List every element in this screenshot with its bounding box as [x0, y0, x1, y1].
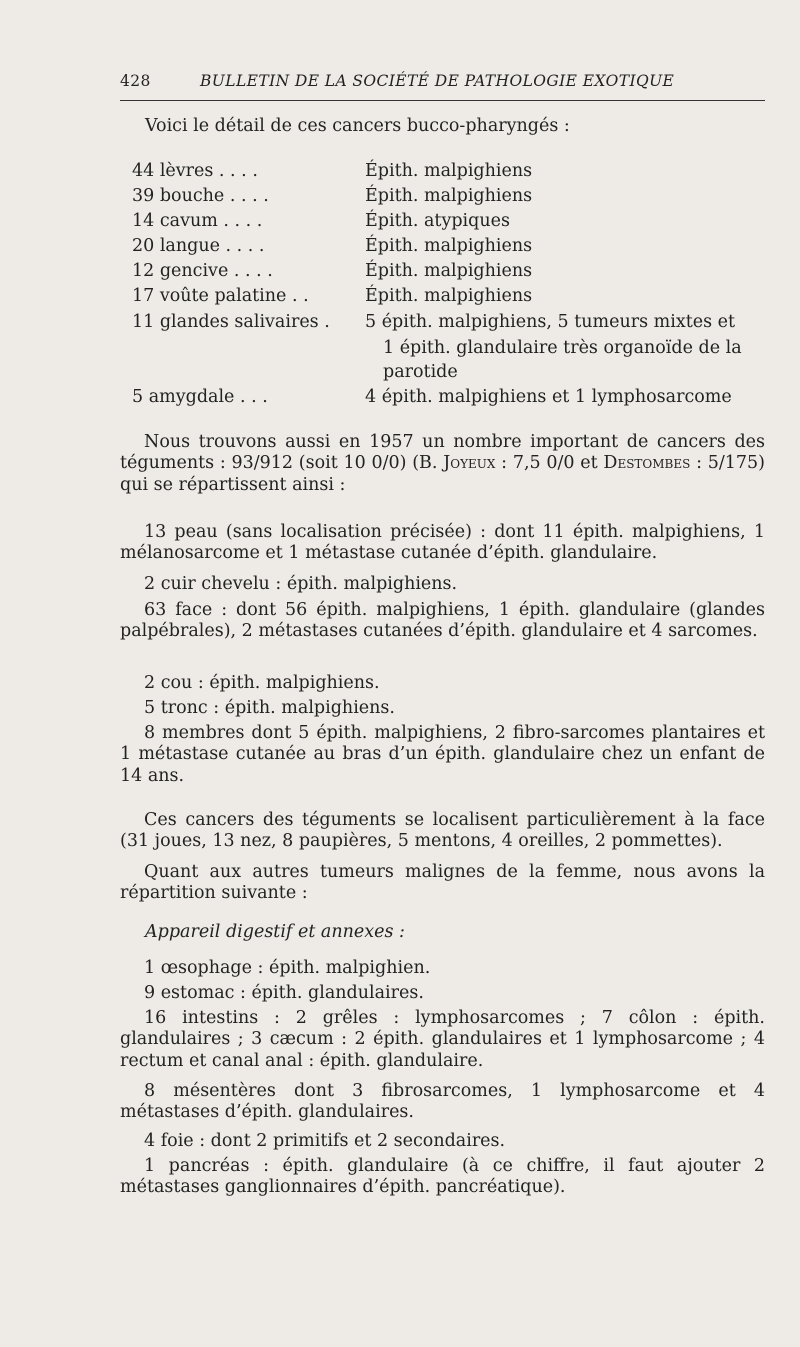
- table-row-type: Épith. malpighiens: [365, 261, 533, 281]
- list-item: 13 peau (sans localisation précisée) : dont 11 épith. malpighiens, 1 mélanosarcome et 1 métastase cutanée d’épith. glandulaire.: [120, 522, 765, 564]
- list-item: 63 face : dont 56 épith. malpighiens, 1 épith. glandulaire (glandes palpébrales), 2 métastases cutanées d’épith. glandulaire et 4 sarcomes.: [120, 600, 765, 642]
- list-item: 16 intestins : 2 grêles : lymphosarcomes ; 7 côlon : épith. glandulaires ; 3 cæcum : 2 épith. glandulaires et 1 lymphosarcome ; 4 rectum et canal anal : épith. glandulaire.: [120, 1008, 765, 1071]
- paragraph-localisation: Ces cancers des téguments se localisent particulièrement à la face (31 joues, 13 nez, 8 paupières, 5 mentons, 4 oreilles, 2 pommettes).: [120, 810, 765, 852]
- page-number: 428: [120, 72, 151, 90]
- table-row-site: 5 amygdale . . .: [132, 387, 268, 407]
- paragraph-teguments: [120, 432, 765, 496]
- table-row-type-continued: 1 épith. glandulaire très organoïde de la: [383, 338, 742, 358]
- table-row-type: Épith. malpighiens: [365, 161, 533, 181]
- table-row-site: 20 langue . . . .: [132, 236, 265, 256]
- paragraph-text: Nous trouvons aussi en 1957 un nombre important de cancers des téguments : 93/912 (soit 10 0/0) (B.: [120, 432, 765, 474]
- author-name: Destombes: [603, 453, 691, 474]
- list-item: 1 pancréas : épith. glandulaire (à ce chiffre, il faut ajouter 2 métastases ganglionnaires d’épith. pancréatique).: [120, 1156, 765, 1198]
- list-item: 9 estomac : épith. glandulaires.: [144, 983, 424, 1003]
- list-item: 5 tronc : épith. malpighiens.: [144, 698, 395, 718]
- running-header: [120, 70, 765, 100]
- section-heading: Appareil digestif et annexes :: [145, 922, 405, 942]
- paragraph-repartition: Quant aux autres tumeurs malignes de la femme, nous avons la répartition suivante :: [120, 862, 765, 904]
- table-row-site: 39 bouche . . . .: [132, 186, 269, 206]
- table-row-site: 17 voûte palatine . .: [132, 286, 309, 306]
- table-row-type: 4 épith. malpighiens et 1 lymphosarcome: [365, 387, 732, 407]
- header-rule: [120, 100, 765, 101]
- table-row-type-continued: parotide: [383, 362, 458, 382]
- author-name: Joyeux: [443, 453, 496, 474]
- list-item: 8 mésentères dont 3 fibrosarcomes, 1 lymphosarcome et 4 métastases d’épith. glandulaires.: [120, 1081, 765, 1123]
- table-row-type: 5 épith. malpighiens, 5 tumeurs mixtes et: [365, 312, 736, 332]
- list-item: 4 foie : dont 2 primitifs et 2 secondaires.: [144, 1131, 506, 1151]
- paragraph-text: : 5/175) qui se répartissent ainsi :: [120, 453, 766, 495]
- table-row-type: Épith. atypiques: [365, 211, 510, 231]
- table-row-site: 44 lèvres . . . .: [132, 161, 258, 181]
- table-row-type: Épith. malpighiens: [365, 186, 533, 206]
- table-row-site: 14 cavum . . . .: [132, 211, 263, 231]
- table-row-site: 11 glandes salivaires .: [132, 312, 330, 332]
- intro-line: Voici le détail de ces cancers bucco-pharyngés :: [145, 116, 570, 136]
- paragraph-text: : 7,5 0/0 et: [495, 453, 604, 474]
- table-row-type: Épith. malpighiens: [365, 286, 533, 306]
- list-item: 1 œsophage : épith. malpighien.: [144, 958, 431, 978]
- list-item: 2 cou : épith. malpighiens.: [144, 673, 380, 693]
- journal-title: BULLETIN DE LA SOCIÉTÉ DE PATHOLOGIE EXOTIQUE: [200, 72, 675, 90]
- list-item: 8 membres dont 5 épith. malpighiens, 2 fibro-sarcomes plantaires et 1 métastase cutanée au bras d’un épith. glandulaire chez un enfant de 14 ans.: [120, 723, 765, 786]
- list-item: 2 cuir chevelu : épith. malpighiens.: [144, 574, 458, 594]
- table-row-site: 12 gencive . . . .: [132, 261, 273, 281]
- table-row-type: Épith. malpighiens: [365, 236, 533, 256]
